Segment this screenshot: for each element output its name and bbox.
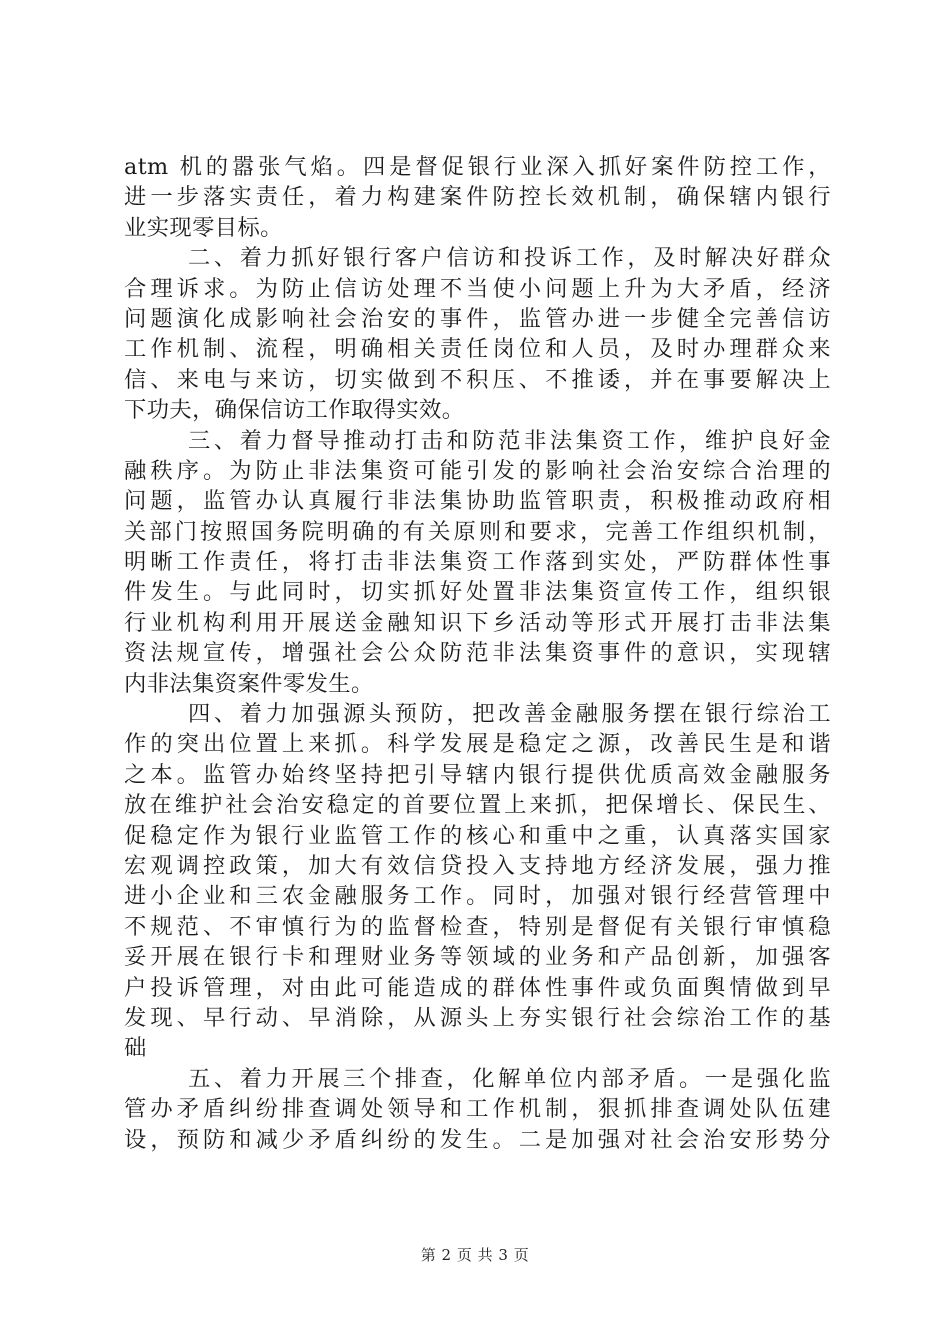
text-line: 放在维护社会治安稳定的首要位置上来抓，把保增长、保民生、	[124, 792, 831, 819]
text-line: 合理诉求。为防止信访处理不当使小问题上升为大矛盾，经济	[124, 275, 831, 302]
text-line: 宏观调控政策，加大有效信贷投入支持地方经济发展，强力推	[124, 852, 831, 879]
text-line: 户投诉管理，对由此可能造成的群体性事件或负面舆情做到早	[124, 974, 831, 1001]
text-line: 下功夫，确保信访工作取得实效。	[124, 397, 465, 424]
text-line: 不规范、不审慎行为的监督检查，特别是督促有关银行审慎稳	[124, 913, 831, 940]
text-line: 作的突出位置上来抓。科学发展是稳定之源，改善民生是和谐	[124, 731, 831, 758]
text-line: 信、来电与来访，切实做到不积压、不推诿，并在事要解决上	[124, 366, 831, 393]
text-line: 明晰工作责任，将打击非法集资工作落到实处，严防群体性事	[124, 549, 831, 576]
paragraph-first-line: 五、着力开展三个排查，化解单位内部矛盾。一是强化监	[188, 1065, 831, 1092]
paragraph-first-line: 三、着力督导推动打击和防范非法集资工作，维护良好金	[188, 427, 831, 454]
text-line: 发现、早行动、早消除，从源头上夯实银行社会综治工作的基	[124, 1004, 831, 1031]
text-line: atm 机的嚣张气焰。四是督促银行业深入抓好案件防控工作，	[124, 154, 831, 180]
text-line: 问题，监管办认真履行非法集协助监管职责，积极推动政府相	[124, 488, 831, 515]
text-line: 行业机构利用开展送金融知识下乡活动等形式开展打击非法集	[124, 609, 831, 636]
text-line: 进小企业和三农金融服务工作。同时，加强对银行经营管理中	[124, 883, 831, 910]
text-line: 资法规宣传，增强社会公众防范非法集资事件的意识，实现辖	[124, 640, 831, 667]
paragraph-first-line: 四、着力加强源头预防，把改善金融服务摆在银行综治工	[188, 701, 831, 728]
text-line: 业实现零目标。	[124, 214, 283, 241]
text-line: 融秩序。为防止非法集资可能引发的影响社会治安综合治理的	[124, 457, 831, 484]
paragraph-first-line: 二、着力抓好银行客户信访和投诉工作，及时解决好群众	[188, 245, 831, 272]
document-body	[124, 152, 831, 1155]
text-line: 管办矛盾纠纷排查调处领导和工作机制，狠抓排查调处队伍建	[124, 1096, 831, 1123]
page-number-footer: 第 2 页 共 3 页	[420, 1246, 530, 1264]
text-line: 工作机制、流程，明确相关责任岗位和人员，及时办理群众来	[124, 336, 831, 363]
text-line: 促稳定作为银行业监管工作的核心和重中之重，认真落实国家	[124, 822, 831, 849]
text-line: 设，预防和减少矛盾纠纷的发生。二是加强对社会治安形势分	[124, 1126, 831, 1153]
text-line: 关部门按照国务院明确的有关原则和要求，完善工作组织机制，	[124, 518, 831, 545]
text-line: 妥开展在银行卡和理财业务等领域的业务和产品创新，加强客	[124, 944, 831, 971]
text-line: 础	[124, 1035, 147, 1062]
text-line: 件发生。与此同时，切实抓好处置非法集资宣传工作，组织银	[124, 579, 831, 606]
text-line: 问题演化成影响社会治安的事件，监管办进一步健全完善信访	[124, 305, 831, 332]
text-line: 进一步落实责任，着力构建案件防控长效机制，确保辖内银行	[124, 184, 831, 211]
text-line: 之本。监管办始终坚持把引导辖内银行提供优质高效金融服务	[124, 761, 831, 788]
text-line: 内非法集资案件零发生。	[124, 670, 374, 697]
